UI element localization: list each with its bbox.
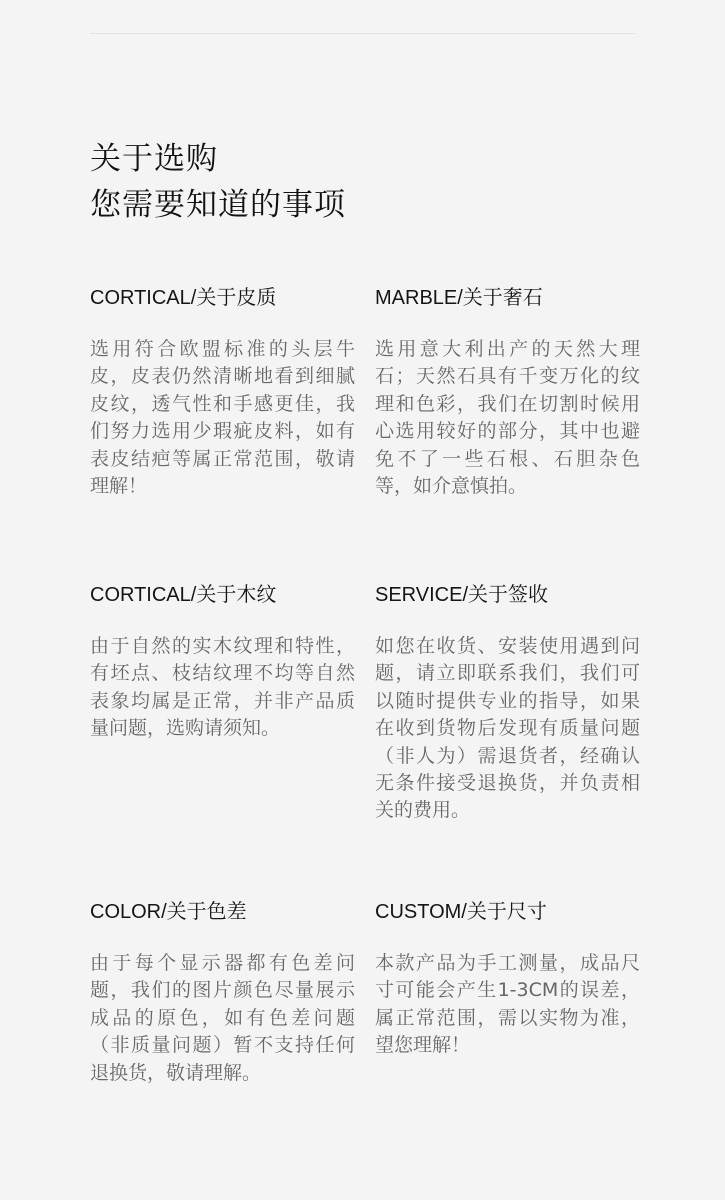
top-divider <box>90 33 635 34</box>
section-title-marble: MARBLE/关于奢石 <box>375 287 543 309</box>
section-title-leather: CORTICAL/关于皮质 <box>90 287 277 309</box>
headline-line-1: 关于选购 <box>90 141 218 177</box>
section-body-marble: 选用意大利出产的天然大理石；天然石具有千变万化的纹理和色彩，我们在切割时候用心选用较好的部分，其中也避免不了一些石根、石胆杂色等，如介意慎拍。 <box>375 338 640 498</box>
section-marble <box>375 284 640 500</box>
section-service <box>375 581 640 825</box>
section-body-leather: 选用符合欧盟标准的头层牛皮，皮表仍然清晰地看到细腻皮纹，透气性和手感更佳，我们努力选用少瑕疵皮料，如有表皮结疤等属正常范围，敬请理解！ <box>90 338 355 498</box>
section-color <box>90 898 355 1087</box>
section-title-color: COLOR/关于色差 <box>90 901 247 923</box>
section-body-color: 由于每个显示器都有色差问题，我们的图片颜色尽量展示成品的原色，如有色差问题（非质量问题）暂不支持任何退换货，敬请理解。 <box>90 952 355 1084</box>
section-body-wood-grain: 由于自然的实木纹理和特性，有坯点、枝结纹理不均等自然表象均属是正常，并非产品质量问题，选购请须知。 <box>90 635 355 740</box>
section-body-custom-size: 本款产品为手工测量，成品尺寸可能会产生1-3CM的误差，属正常范围，需以实物为准，望您理解！ <box>375 952 640 1057</box>
section-title-custom-size: CUSTOM/关于尺寸 <box>375 901 547 923</box>
page-headline <box>90 136 346 228</box>
section-custom-size <box>375 898 640 1060</box>
section-body-service: 如您在收货、安装使用遇到问题，请立即联系我们，我们可以随时提供专业的指导，如果在收到货物后发现有质量问题（非人为）需退货者，经确认无条件接受退换货，并负责相关的费用。 <box>375 635 640 822</box>
section-title-wood-grain: CORTICAL/关于木纹 <box>90 584 277 606</box>
section-wood-grain <box>90 581 355 743</box>
section-title-service: SERVICE/关于签收 <box>375 584 548 606</box>
headline-line-2: 您需要知道的事项 <box>90 187 346 223</box>
section-leather <box>90 284 355 500</box>
